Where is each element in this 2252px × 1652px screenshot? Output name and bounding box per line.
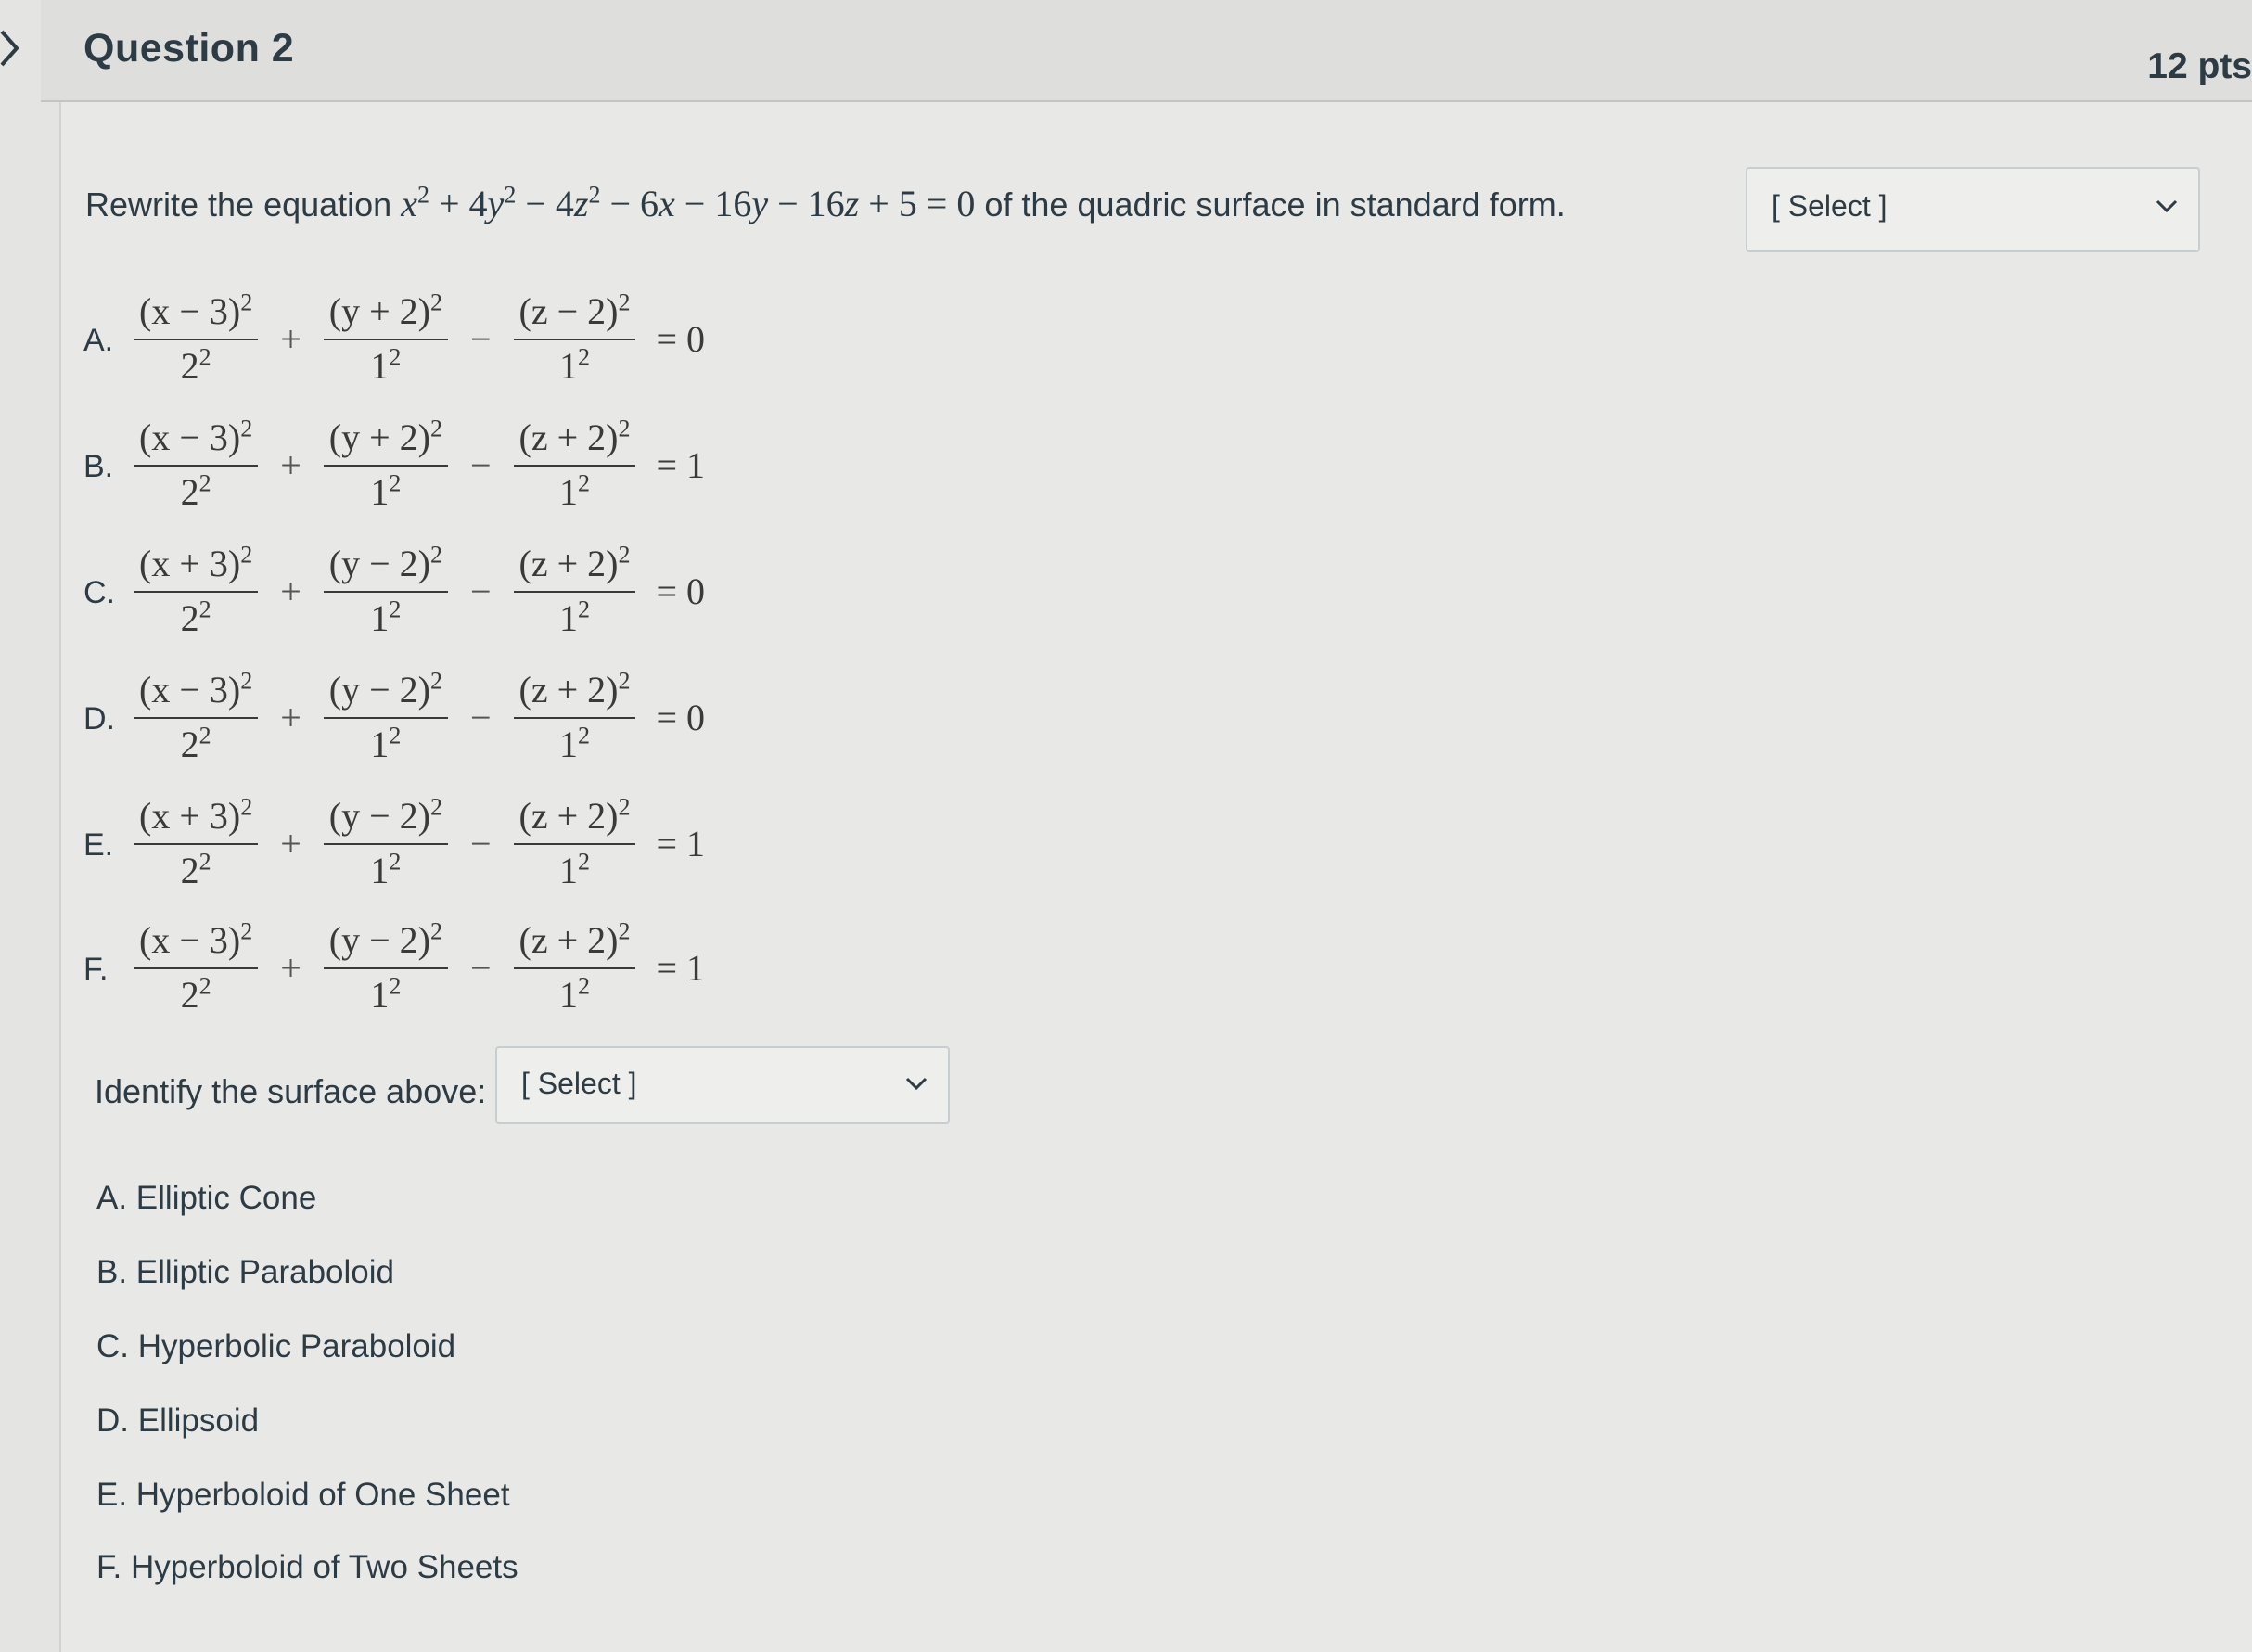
- fraction-numerator: $(z + 2)^2$: [518, 415, 631, 458]
- fraction-numerator: $(y - 2)^2$: [328, 667, 442, 711]
- numerator-term: (x + 3): [139, 543, 241, 584]
- equation-letter: F.: [83, 952, 109, 987]
- left-strip: [0, 0, 61, 1652]
- fraction: [324, 542, 448, 640]
- rhs-value: 1: [686, 946, 706, 989]
- numerator-term: (z + 2): [518, 669, 619, 711]
- numerator-term: (y − 2): [328, 919, 430, 961]
- numerator-term: (z + 2): [518, 543, 619, 584]
- fraction-denominator: $1^2$: [559, 722, 590, 765]
- equation-math: [126, 783, 705, 903]
- denominator-base: 1: [370, 597, 390, 639]
- fraction: [324, 668, 448, 766]
- denominator-base: 1: [559, 597, 578, 639]
- denominator-base: 1: [559, 345, 578, 387]
- plus-sign: +: [280, 317, 301, 360]
- rhs-value: 1: [686, 443, 706, 486]
- denominator-base: 1: [370, 974, 390, 1016]
- fraction-numerator: $(z + 2)^2$: [518, 667, 631, 711]
- denominator-base: 2: [180, 724, 199, 765]
- equation-math: [126, 657, 705, 777]
- surface-option: E. Hyperboloid of One Sheet: [96, 1477, 510, 1513]
- prompt-after: of the quadric surface in standard form.: [975, 186, 1566, 224]
- numerator-term: (x − 3): [139, 290, 241, 332]
- identify-label: Identify the surface above:: [95, 1072, 487, 1110]
- fraction-denominator: $1^2$: [370, 848, 402, 891]
- fraction-denominator: $2^2$: [180, 343, 211, 387]
- numerator-term: (z + 2): [518, 795, 619, 837]
- prompt-before: Rewrite the equation: [85, 186, 402, 224]
- question-points: 12 pts: [2147, 46, 2252, 86]
- surface-select[interactable]: [495, 1046, 950, 1124]
- surface-option: C. Hyperbolic Paraboloid: [96, 1328, 456, 1364]
- fraction-denominator: $2^2$: [180, 595, 211, 639]
- fraction: [324, 289, 448, 388]
- plus-sign: +: [280, 822, 301, 864]
- fraction: [134, 794, 258, 892]
- fraction-numerator: $(y + 2)^2$: [328, 288, 442, 332]
- fraction-denominator: $1^2$: [370, 722, 402, 765]
- surface-select-value: [ Select ]: [521, 1067, 637, 1100]
- minus-sign: −: [469, 696, 492, 738]
- prompt-equation: $x^2 + 4y^2 - 4z^2 - 6x - 16y - 16z + 5 = 0$: [401, 181, 976, 224]
- fraction-denominator: $2^2$: [180, 972, 211, 1016]
- fraction-denominator: $1^2$: [370, 595, 402, 639]
- fraction-denominator: $1^2$: [559, 595, 590, 639]
- numerator-term: (z + 2): [518, 919, 619, 961]
- fraction-numerator: $(z + 2)^2$: [518, 917, 631, 961]
- standard-form-select[interactable]: [1746, 167, 2200, 252]
- fraction: [134, 668, 258, 766]
- numerator-term: (z − 2): [518, 290, 619, 332]
- fraction-numerator: $(x - 3)^2$: [139, 288, 253, 332]
- surface-option: D. Ellipsoid: [96, 1402, 260, 1439]
- denominator-base: 1: [559, 974, 578, 1016]
- equation-math: [126, 531, 705, 651]
- rhs-value: 0: [686, 570, 706, 612]
- plus-sign: +: [280, 443, 301, 486]
- fraction-numerator: $(z + 2)^2$: [518, 793, 631, 837]
- denominator-base: 1: [559, 471, 578, 513]
- numerator-term: (y + 2): [328, 416, 430, 458]
- fraction: [134, 416, 258, 514]
- denominator-base: 1: [370, 724, 390, 765]
- equation-rhs: = 1: [656, 443, 706, 486]
- numerator-term: (x − 3): [139, 416, 241, 458]
- fraction: [514, 416, 636, 514]
- equation-rhs: = 0: [656, 696, 706, 738]
- fraction-denominator: $1^2$: [370, 343, 402, 387]
- denominator-base: 1: [559, 724, 578, 765]
- numerator-term: (z + 2): [518, 416, 619, 458]
- fraction-numerator: $(z - 2)^2$: [518, 288, 631, 332]
- denominator-base: 1: [370, 850, 390, 891]
- minus-sign: −: [469, 317, 492, 360]
- fraction-denominator: $1^2$: [370, 469, 402, 513]
- numerator-term: (y − 2): [328, 669, 430, 711]
- equation-option: [83, 907, 825, 1028]
- fraction: [324, 416, 448, 514]
- denominator-base: 2: [180, 345, 199, 387]
- question-content: [61, 102, 2252, 1652]
- equation-option: [83, 657, 825, 777]
- denominator-base: 2: [180, 850, 199, 891]
- denominator-base: 2: [180, 974, 199, 1016]
- plus-sign: +: [280, 570, 301, 612]
- question-header: [41, 0, 2252, 102]
- fraction-numerator: $(y - 2)^2$: [328, 917, 442, 961]
- denominator-base: 1: [370, 471, 390, 513]
- equation-rhs: = 1: [656, 946, 706, 989]
- fraction-denominator: $2^2$: [180, 848, 211, 891]
- fraction-numerator: $(y - 2)^2$: [328, 793, 442, 837]
- numerator-term: (y − 2): [328, 795, 430, 837]
- fraction: [134, 542, 258, 640]
- fraction: [324, 918, 448, 1017]
- rhs-value: 0: [686, 317, 706, 360]
- fraction-numerator: $(x - 3)^2$: [139, 415, 253, 458]
- fraction: [514, 794, 636, 892]
- rhs-value: 0: [686, 696, 706, 738]
- fraction: [134, 289, 258, 388]
- chevron-down-icon: [905, 1076, 928, 1091]
- equation-option: [83, 531, 825, 651]
- rhs-value: 1: [686, 822, 706, 864]
- fraction-numerator: $(x - 3)^2$: [139, 667, 253, 711]
- equation-math: [126, 907, 705, 1028]
- denominator-base: 1: [370, 345, 390, 387]
- fraction-numerator: $(x + 3)^2$: [139, 793, 253, 837]
- numerator-term: (x − 3): [139, 919, 241, 961]
- fraction-numerator: $(x + 3)^2$: [139, 541, 253, 584]
- standard-form-select-value: [ Select ]: [1772, 189, 1887, 223]
- equation-option: [83, 278, 825, 399]
- question-title: Question 2: [83, 26, 295, 70]
- fraction-denominator: $1^2$: [559, 848, 590, 891]
- chevron-down-icon: [2156, 198, 2178, 213]
- surface-option: F. Hyperboloid of Two Sheets: [96, 1549, 518, 1585]
- equation-option: [83, 783, 825, 903]
- fraction: [514, 918, 636, 1017]
- equation-rhs: = 0: [656, 570, 706, 612]
- fraction: [324, 794, 448, 892]
- equation-letter: B.: [83, 449, 114, 484]
- fraction: [514, 668, 636, 766]
- plus-sign: +: [280, 696, 301, 738]
- fraction-denominator: $1^2$: [559, 343, 590, 387]
- fraction-denominator: $2^2$: [180, 469, 211, 513]
- denominator-base: 1: [559, 850, 578, 891]
- equation-rhs: = 1: [656, 822, 706, 864]
- fraction-denominator: $1^2$: [559, 972, 590, 1016]
- chevron-right-icon[interactable]: [0, 26, 22, 70]
- fraction: [514, 542, 636, 640]
- numerator-term: (x − 3): [139, 669, 241, 711]
- fraction: [514, 289, 636, 388]
- fraction-numerator: $(y + 2)^2$: [328, 415, 442, 458]
- fraction-numerator: $(x - 3)^2$: [139, 917, 253, 961]
- minus-sign: −: [469, 946, 492, 989]
- numerator-term: (x + 3): [139, 795, 241, 837]
- fraction-denominator: $1^2$: [370, 972, 402, 1016]
- equation-letter: D.: [83, 701, 115, 736]
- fraction: [134, 918, 258, 1017]
- surface-option: B. Elliptic Paraboloid: [96, 1254, 394, 1290]
- equation-rhs: = 0: [656, 317, 706, 360]
- equation-math: [126, 278, 705, 399]
- denominator-base: 2: [180, 471, 199, 513]
- denominator-base: 2: [180, 597, 199, 639]
- prompt-text: [85, 182, 1764, 225]
- fraction-numerator: $(z + 2)^2$: [518, 541, 631, 584]
- equation-letter: A.: [83, 323, 114, 358]
- numerator-term: (y + 2): [328, 290, 430, 332]
- fraction-denominator: $2^2$: [180, 722, 211, 765]
- numerator-term: (y − 2): [328, 543, 430, 584]
- minus-sign: −: [469, 443, 492, 486]
- minus-sign: −: [469, 822, 492, 864]
- fraction-denominator: $1^2$: [559, 469, 590, 513]
- equation-option: [83, 404, 825, 525]
- fraction-numerator: $(y - 2)^2$: [328, 541, 442, 584]
- equation-letter: C.: [83, 575, 115, 610]
- plus-sign: +: [280, 946, 301, 989]
- equation-letter: E.: [83, 827, 114, 863]
- equation-math: [126, 404, 705, 525]
- surface-option: A. Elliptic Cone: [96, 1180, 317, 1216]
- minus-sign: −: [469, 570, 492, 612]
